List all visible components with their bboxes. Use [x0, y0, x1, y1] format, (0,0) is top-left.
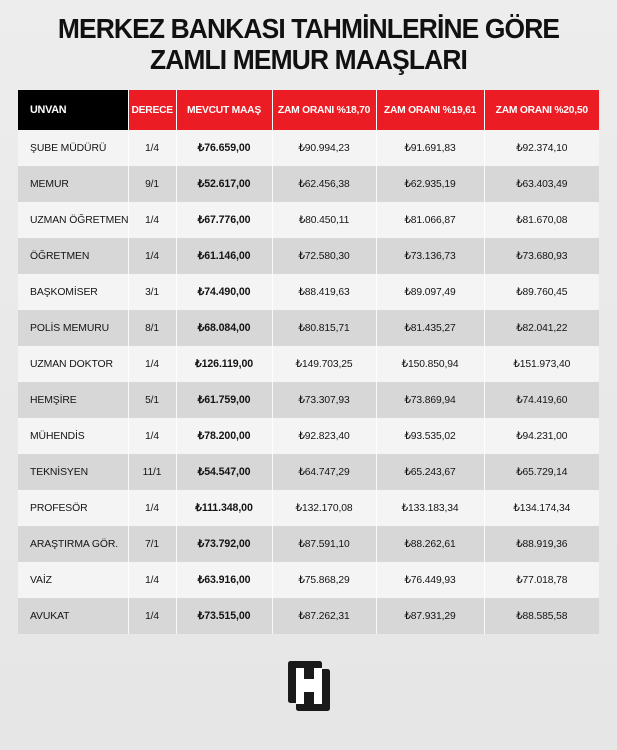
table-row	[18, 454, 599, 490]
cell-zam-1961: ₺133.183,34	[376, 490, 484, 526]
haberturk-logo-icon	[288, 661, 330, 711]
cell-zam-2050: ₺88.919,36	[484, 526, 599, 562]
column-header-mevcut-maas: MEVCUT MAAŞ	[176, 90, 272, 130]
cell-mevcut-maas: ₺54.547,00	[176, 454, 272, 490]
cell-unvan: ŞUBE MÜDÜRÜ	[30, 142, 107, 154]
cell-derece: 1/4	[128, 202, 176, 238]
cell-unvan: MEMUR	[30, 178, 69, 190]
cell-zam-1870: ₺149.703,25	[272, 346, 376, 382]
cell-unvan: ÖĞRETMEN	[30, 250, 90, 262]
cell-derece: 1/4	[128, 238, 176, 274]
cell-zam-2050: ₺94.231,00	[484, 418, 599, 454]
column-header-zam-orani-1870: ZAM ORANI %18,70	[272, 90, 376, 130]
cell-zam-1870: ₺90.994,23	[272, 130, 376, 166]
cell-zam-2050: ₺134.174,34	[484, 490, 599, 526]
cell-zam-1961: ₺65.243,67	[376, 454, 484, 490]
cell-zam-1870: ₺64.747,29	[272, 454, 376, 490]
cell-zam-1870: ₺72.580,30	[272, 238, 376, 274]
cell-zam-2050: ₺81.670,08	[484, 202, 599, 238]
cell-zam-2050: ₺74.419,60	[484, 382, 599, 418]
cell-zam-1961: ₺88.262,61	[376, 526, 484, 562]
cell-zam-1961: ₺73.869,94	[376, 382, 484, 418]
cell-derece: 1/4	[128, 490, 176, 526]
cell-zam-1870: ₺87.262,31	[272, 598, 376, 634]
cell-mevcut-maas: ₺111.348,00	[176, 490, 272, 526]
table-row	[18, 130, 599, 166]
cell-zam-1870: ₺132.170,08	[272, 490, 376, 526]
cell-zam-2050: ₺151.973,40	[484, 346, 599, 382]
cell-unvan: AVUKAT	[30, 610, 70, 622]
cell-derece: 11/1	[128, 454, 176, 490]
cell-mevcut-maas: ₺63.916,00	[176, 562, 272, 598]
table-header	[18, 90, 599, 130]
table-row	[18, 238, 599, 274]
cell-zam-2050: ₺82.041,22	[484, 310, 599, 346]
cell-zam-1961: ₺87.931,29	[376, 598, 484, 634]
cell-mevcut-maas: ₺74.490,00	[176, 274, 272, 310]
title-line-2: ZAMLI MEMUR MAAŞLARI	[149, 44, 468, 75]
cell-derece: 1/4	[128, 418, 176, 454]
cell-zam-1870: ₺88.419,63	[272, 274, 376, 310]
table-header-row	[18, 90, 599, 130]
cell-derece: 5/1	[128, 382, 176, 418]
cell-zam-1870: ₺80.450,11	[272, 202, 376, 238]
title-line-1: MERKEZ BANKASI TAHMİNLERİNE GÖRE	[57, 13, 560, 44]
column-header-zam-orani-2050: ZAM ORANI %20,50	[484, 90, 599, 130]
page-title	[0, 0, 617, 75]
cell-zam-2050: ₺77.018,78	[484, 562, 599, 598]
cell-derece: 7/1	[128, 526, 176, 562]
cell-zam-2050: ₺92.374,10	[484, 130, 599, 166]
cell-zam-2050: ₺73.680,93	[484, 238, 599, 274]
table-row	[18, 382, 599, 418]
column-header-zam-orani-1961: ZAM ORANI %19,61	[376, 90, 484, 130]
cell-zam-1870: ₺62.456,38	[272, 166, 376, 202]
table-row	[18, 598, 599, 634]
cell-derece: 9/1	[128, 166, 176, 202]
cell-mevcut-maas: ₺61.759,00	[176, 382, 272, 418]
cell-zam-1961: ₺91.691,83	[376, 130, 484, 166]
cell-zam-1961: ₺81.435,27	[376, 310, 484, 346]
cell-unvan: UZMAN ÖĞRETMEN	[30, 214, 129, 226]
table-body	[18, 130, 599, 634]
table-row	[18, 490, 599, 526]
cell-zam-1870: ₺92.823,40	[272, 418, 376, 454]
cell-derece: 1/4	[128, 598, 176, 634]
cell-derece: 3/1	[128, 274, 176, 310]
cell-unvan: VAİZ	[30, 574, 52, 586]
cell-unvan: BAŞKOMİSER	[30, 286, 98, 298]
cell-mevcut-maas: ₺78.200,00	[176, 418, 272, 454]
cell-unvan: HEMŞİRE	[30, 394, 77, 406]
cell-unvan: ARAŞTIRMA GÖR.	[30, 538, 119, 550]
cell-zam-1961: ₺76.449,93	[376, 562, 484, 598]
cell-derece: 1/4	[128, 346, 176, 382]
cell-mevcut-maas: ₺67.776,00	[176, 202, 272, 238]
cell-zam-2050: ₺88.585,58	[484, 598, 599, 634]
cell-mevcut-maas: ₺68.084,00	[176, 310, 272, 346]
cell-zam-2050: ₺65.729,14	[484, 454, 599, 490]
table-row	[18, 202, 599, 238]
cell-derece: 1/4	[128, 130, 176, 166]
cell-zam-1870: ₺75.868,29	[272, 562, 376, 598]
cell-mevcut-maas: ₺73.515,00	[176, 598, 272, 634]
salary-table-container	[18, 90, 599, 634]
table-row	[18, 274, 599, 310]
table-row	[18, 166, 599, 202]
cell-unvan: UZMAN DOKTOR	[30, 358, 113, 370]
cell-zam-1961: ₺81.066,87	[376, 202, 484, 238]
cell-zam-1870: ₺73.307,93	[272, 382, 376, 418]
cell-zam-1961: ₺93.535,02	[376, 418, 484, 454]
cell-derece: 8/1	[128, 310, 176, 346]
cell-zam-1961: ₺150.850,94	[376, 346, 484, 382]
cell-zam-1961: ₺73.136,73	[376, 238, 484, 274]
cell-mevcut-maas: ₺61.146,00	[176, 238, 272, 274]
table-row	[18, 310, 599, 346]
cell-zam-1870: ₺80.815,71	[272, 310, 376, 346]
cell-mevcut-maas: ₺126.119,00	[176, 346, 272, 382]
cell-mevcut-maas: ₺52.617,00	[176, 166, 272, 202]
cell-zam-2050: ₺63.403,49	[484, 166, 599, 202]
table-row	[18, 346, 599, 382]
cell-zam-1961: ₺62.935,19	[376, 166, 484, 202]
cell-zam-2050: ₺89.760,45	[484, 274, 599, 310]
cell-unvan: TEKNİSYEN	[30, 466, 88, 478]
cell-zam-1870: ₺87.591,10	[272, 526, 376, 562]
cell-unvan: POLİS MEMURU	[30, 322, 110, 334]
footer-logo-area	[288, 661, 330, 711]
cell-unvan: PROFESÖR	[30, 502, 88, 514]
table-row	[18, 562, 599, 598]
column-header-unvan: UNVAN	[18, 90, 128, 130]
cell-mevcut-maas: ₺73.792,00	[176, 526, 272, 562]
cell-derece: 1/4	[128, 562, 176, 598]
cell-mevcut-maas: ₺76.659,00	[176, 130, 272, 166]
salary-table	[18, 90, 599, 634]
table-row	[18, 418, 599, 454]
column-header-derece: DERECE	[128, 90, 176, 130]
cell-zam-1961: ₺89.097,49	[376, 274, 484, 310]
table-row	[18, 526, 599, 562]
cell-unvan: MÜHENDİS	[30, 430, 85, 442]
